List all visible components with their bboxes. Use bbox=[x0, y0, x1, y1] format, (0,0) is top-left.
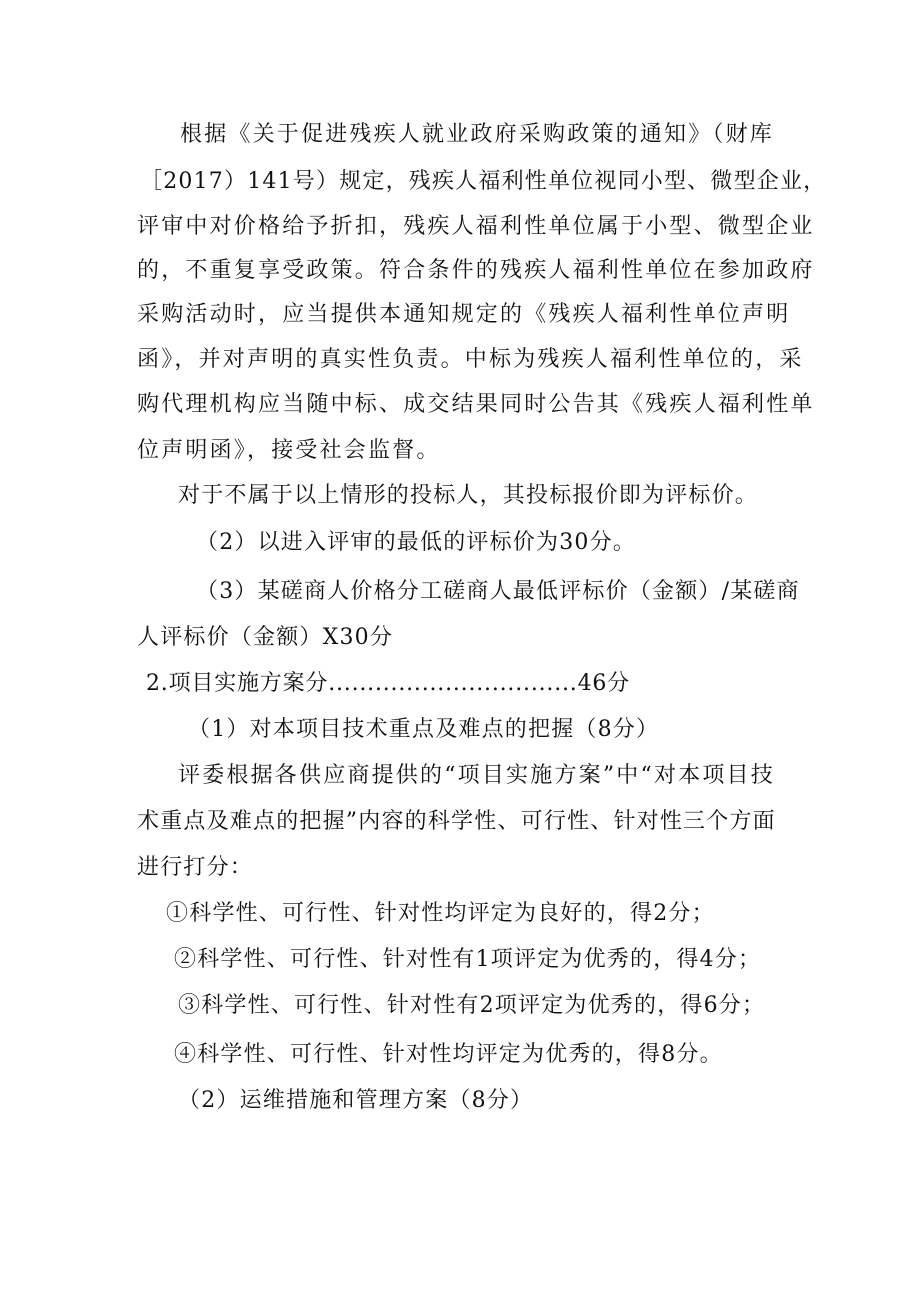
paragraph-line: ［2017）141号）规定，残疾人福利性单位视同小型、微型企业， bbox=[140, 169, 827, 194]
paragraph-line: （2）以进入评审的最低的评标价为30分。 bbox=[196, 530, 636, 555]
subsection-heading: （1）对本项目技术重点及难点的把握（8分） bbox=[188, 717, 660, 742]
paragraph-line: 评委根据各供应商提供的“项目实施方案”中“对本项目技 bbox=[178, 763, 775, 788]
section-heading: 2.项目实施方案分................................46分 bbox=[146, 671, 630, 696]
list-item: ②科学性、可行性、针对性有1项评定为优秀的，得4分； bbox=[174, 947, 762, 972]
paragraph-line: 的，不重复享受政策。符合条件的残疾人福利性单位在参加政府 bbox=[137, 258, 815, 283]
list-item: ③科学性、可行性、针对性有2项评定为优秀的，得6分； bbox=[178, 993, 766, 1018]
paragraph-line: 函》，并对声明的真实性负责。中标为残疾人福利性单位的，采 bbox=[137, 347, 804, 372]
paragraph-line: （3）某磋商人价格分工磋商人最低评标价（金额）/某磋商 bbox=[196, 579, 800, 604]
paragraph-line: 进行打分： bbox=[137, 855, 254, 880]
paragraph-line: 购代理机构应当随中标、成交结果同时公告其《残疾人福利性单 bbox=[137, 392, 815, 417]
paragraph-line: 人评标价（金额）X30分 bbox=[137, 625, 394, 650]
paragraph-line: 根据《关于促进残疾人就业政府采购政策的通知》（财库 bbox=[180, 122, 775, 147]
subsection-heading: （2）运维措施和管理方案（8分） bbox=[178, 1088, 534, 1113]
paragraph-line: 对于不属于以上情形的投标人，其投标报价即为评标价。 bbox=[178, 483, 759, 508]
paragraph-line: 术重点及难点的把握”内容的科学性、可行性、针对性三个方面 bbox=[137, 809, 776, 834]
paragraph-line: 评审中对价格给予折扣，残疾人福利性单位属于小型、微型企业 bbox=[137, 214, 815, 239]
paragraph-line: 位声明函》，接受社会监督。 bbox=[137, 438, 441, 463]
list-item: ④科学性、可行性、针对性均评定为优秀的，得8分。 bbox=[174, 1042, 723, 1067]
list-item: ①科学性、可行性、针对性均评定为良好的，得2分； bbox=[166, 901, 715, 926]
paragraph-line: 采购活动时，应当提供本通知规定的《残疾人福利性单位声明 bbox=[137, 302, 791, 327]
